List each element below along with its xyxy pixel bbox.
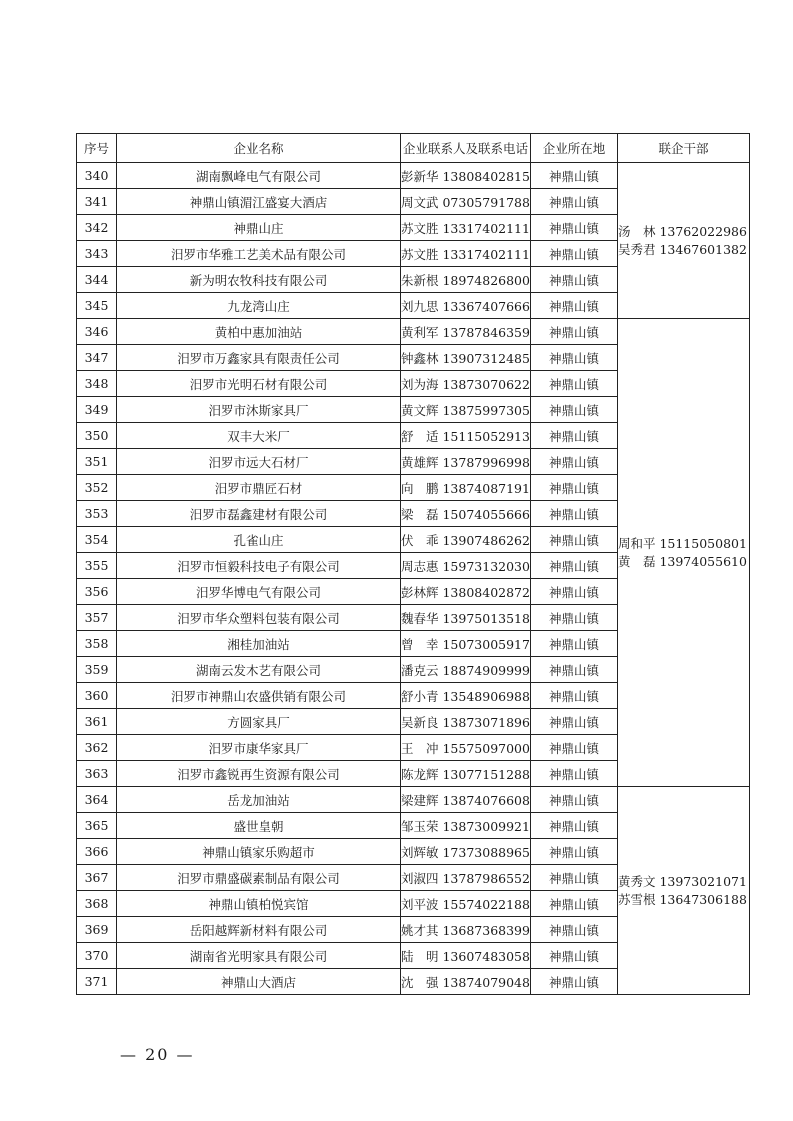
- row-index: 368: [77, 891, 117, 917]
- contact-person-phone: 黄文辉 13875997305: [401, 397, 531, 423]
- liaison-cadre-contact: 苏雪根 13647306188: [617, 891, 747, 907]
- company-name: 九龙湾山庄: [117, 293, 401, 319]
- company-name: 汨罗市华众塑料包装有限公司: [117, 605, 401, 631]
- company-name: 孔雀山庄: [117, 527, 401, 553]
- company-name: 神鼎山庄: [117, 215, 401, 241]
- contact-person-phone: 刘辉敏 17373088965: [401, 839, 531, 865]
- company-location: 神鼎山镇: [530, 683, 617, 709]
- header-location: 企业所在地: [530, 134, 617, 163]
- company-name: 汨罗市远大石材厂: [117, 449, 401, 475]
- company-name: 盛世皇朝: [117, 813, 401, 839]
- company-name: 神鼎山大酒店: [117, 969, 401, 995]
- contact-person-phone: 苏文胜 13317402111: [401, 241, 531, 267]
- company-location: 神鼎山镇: [530, 163, 617, 189]
- company-name: 神鼎山镇湄江盛宴大酒店: [117, 189, 401, 215]
- company-location: 神鼎山镇: [530, 293, 617, 319]
- contact-person-phone: 姚才其 13687368399: [401, 917, 531, 943]
- company-location: 神鼎山镇: [530, 709, 617, 735]
- row-index: 357: [77, 605, 117, 631]
- row-index: 355: [77, 553, 117, 579]
- company-location: 神鼎山镇: [530, 813, 617, 839]
- row-index: 353: [77, 501, 117, 527]
- contact-person-phone: 刘九思 13367407666: [401, 293, 531, 319]
- table-row: [77, 787, 750, 813]
- company-location: 神鼎山镇: [530, 839, 617, 865]
- company-location: 神鼎山镇: [530, 579, 617, 605]
- contact-person-phone: 王 冲 15575097000: [401, 735, 531, 761]
- company-location: 神鼎山镇: [530, 397, 617, 423]
- row-index: 350: [77, 423, 117, 449]
- contact-person-phone: 彭新华 13808402815: [401, 163, 531, 189]
- liaison-cadre-contact: 汤 林 13762022986: [617, 223, 747, 239]
- contact-person-phone: 刘为海 13873070622: [401, 371, 531, 397]
- company-name: 岳龙加油站: [117, 787, 401, 813]
- company-name: 汨罗市鼎盛碳素制品有限公司: [117, 865, 401, 891]
- contact-person-phone: 周文武 07305791788: [401, 189, 531, 215]
- company-name: 汨罗市鑫锐再生资源有限公司: [117, 761, 401, 787]
- row-index: 369: [77, 917, 117, 943]
- contact-person-phone: 苏文胜 13317402111: [401, 215, 531, 241]
- company-name: 岳阳越辉新材料有限公司: [117, 917, 401, 943]
- contact-person-phone: 朱新根 18974826800: [401, 267, 531, 293]
- header-contact: 企业联系人及联系电话: [401, 134, 531, 163]
- company-name: 神鼎山镇家乐购超市: [117, 839, 401, 865]
- liaison-cadre-cell: [617, 787, 749, 995]
- row-index: 366: [77, 839, 117, 865]
- liaison-cadre-cell: [617, 163, 749, 319]
- company-name: 汨罗市万鑫家具有限责任公司: [117, 345, 401, 371]
- liaison-cadre-contact: 周和平 15115050801: [617, 535, 747, 551]
- company-name: 湘桂加油站: [117, 631, 401, 657]
- company-name: 黄柏中惠加油站: [117, 319, 401, 345]
- contact-person-phone: 舒小青 13548906988: [401, 683, 531, 709]
- liaison-cadre-contact: 吴秀君 13467601382: [617, 241, 747, 257]
- page-number: — 20 —: [120, 1045, 195, 1064]
- company-name: 汨罗市沐斯家具厂: [117, 397, 401, 423]
- row-index: 358: [77, 631, 117, 657]
- company-location: 神鼎山镇: [530, 189, 617, 215]
- company-location: 神鼎山镇: [530, 891, 617, 917]
- company-location: 神鼎山镇: [530, 527, 617, 553]
- contact-person-phone: 向 鹏 13874087191: [401, 475, 531, 501]
- contact-person-phone: 舒 适 15115052913: [401, 423, 531, 449]
- company-name: 汨罗市神鼎山农盛供销有限公司: [117, 683, 401, 709]
- company-location: 神鼎山镇: [530, 605, 617, 631]
- liaison-cadre-contact: 黄秀文 13973021071: [617, 873, 747, 889]
- row-index: 340: [77, 163, 117, 189]
- company-name: 汨罗市恒毅科技电子有限公司: [117, 553, 401, 579]
- company-location: 神鼎山镇: [530, 423, 617, 449]
- company-location: 神鼎山镇: [530, 969, 617, 995]
- contact-person-phone: 刘平波 15574022188: [401, 891, 531, 917]
- row-index: 351: [77, 449, 117, 475]
- row-index: 344: [77, 267, 117, 293]
- contact-person-phone: 周志惠 15973132030: [401, 553, 531, 579]
- row-index: 341: [77, 189, 117, 215]
- company-location: 神鼎山镇: [530, 553, 617, 579]
- row-index: 342: [77, 215, 117, 241]
- company-location: 神鼎山镇: [530, 215, 617, 241]
- company-location: 神鼎山镇: [530, 943, 617, 969]
- header-index: 序号: [77, 134, 117, 163]
- row-index: 349: [77, 397, 117, 423]
- row-index: 345: [77, 293, 117, 319]
- company-location: 神鼎山镇: [530, 761, 617, 787]
- row-index: 371: [77, 969, 117, 995]
- company-name: 汨罗市光明石材有限公司: [117, 371, 401, 397]
- row-index: 354: [77, 527, 117, 553]
- contact-person-phone: 梁 磊 15074055666: [401, 501, 531, 527]
- company-location: 神鼎山镇: [530, 657, 617, 683]
- company-name: 方圆家具厂: [117, 709, 401, 735]
- row-index: 362: [77, 735, 117, 761]
- contact-person-phone: 陈龙辉 13077151288: [401, 761, 531, 787]
- contact-person-phone: 伏 乖 13907486262: [401, 527, 531, 553]
- company-name: 汨罗市华雅工艺美术品有限公司: [117, 241, 401, 267]
- company-name: 汨罗市康华家具厂: [117, 735, 401, 761]
- company-name: 汨罗市磊鑫建材有限公司: [117, 501, 401, 527]
- contact-person-phone: 沈 强 13874079048: [401, 969, 531, 995]
- company-name: 湖南省光明家具有限公司: [117, 943, 401, 969]
- company-name: 神鼎山镇柏悦宾馆: [117, 891, 401, 917]
- company-location: 神鼎山镇: [530, 787, 617, 813]
- contact-person-phone: 陆 明 13607483058: [401, 943, 531, 969]
- row-index: 347: [77, 345, 117, 371]
- table-row: [77, 319, 750, 345]
- row-index: 363: [77, 761, 117, 787]
- row-index: 364: [77, 787, 117, 813]
- contact-person-phone: 吴新良 13873071896: [401, 709, 531, 735]
- company-name: 湖南云发木艺有限公司: [117, 657, 401, 683]
- company-location: 神鼎山镇: [530, 917, 617, 943]
- table-row: [77, 163, 750, 189]
- company-name: 湖南飘峰电气有限公司: [117, 163, 401, 189]
- company-location: 神鼎山镇: [530, 345, 617, 371]
- contact-person-phone: 黄利军 13787846359: [401, 319, 531, 345]
- company-name: 汨罗市鼎匠石材: [117, 475, 401, 501]
- contact-person-phone: 彭林辉 13808402872: [401, 579, 531, 605]
- header-company-name: 企业名称: [117, 134, 401, 163]
- company-location: 神鼎山镇: [530, 501, 617, 527]
- company-location: 神鼎山镇: [530, 735, 617, 761]
- company-location: 神鼎山镇: [530, 449, 617, 475]
- contact-person-phone: 钟鑫林 13907312485: [401, 345, 531, 371]
- contact-person-phone: 黄雄辉 13787996998: [401, 449, 531, 475]
- row-index: 356: [77, 579, 117, 605]
- liaison-cadre-contact: 黄 磊 13974055610: [617, 553, 747, 569]
- company-location: 神鼎山镇: [530, 475, 617, 501]
- company-location: 神鼎山镇: [530, 267, 617, 293]
- company-location: 神鼎山镇: [530, 241, 617, 267]
- enterprise-table: [76, 133, 750, 995]
- contact-person-phone: 潘克云 18874909999: [401, 657, 531, 683]
- header-liaison-cadre: 联企干部: [617, 134, 749, 163]
- row-index: 348: [77, 371, 117, 397]
- company-name: 汨罗华博电气有限公司: [117, 579, 401, 605]
- contact-person-phone: 魏春华 13975013518: [401, 605, 531, 631]
- company-name: 双丰大米厂: [117, 423, 401, 449]
- contact-person-phone: 邹玉荣 13873009921: [401, 813, 531, 839]
- contact-person-phone: 刘淑四 13787986552: [401, 865, 531, 891]
- row-index: 346: [77, 319, 117, 345]
- row-index: 365: [77, 813, 117, 839]
- table-body: [77, 163, 750, 995]
- liaison-cadre-cell: [617, 319, 749, 787]
- company-location: 神鼎山镇: [530, 865, 617, 891]
- row-index: 360: [77, 683, 117, 709]
- company-location: 神鼎山镇: [530, 631, 617, 657]
- table-header-row: [77, 134, 750, 163]
- row-index: 343: [77, 241, 117, 267]
- row-index: 352: [77, 475, 117, 501]
- company-name: 新为明农牧科技有限公司: [117, 267, 401, 293]
- company-location: 神鼎山镇: [530, 371, 617, 397]
- contact-person-phone: 梁建辉 13874076608: [401, 787, 531, 813]
- row-index: 370: [77, 943, 117, 969]
- row-index: 361: [77, 709, 117, 735]
- company-location: 神鼎山镇: [530, 319, 617, 345]
- row-index: 359: [77, 657, 117, 683]
- contact-person-phone: 曾 幸 15073005917: [401, 631, 531, 657]
- row-index: 367: [77, 865, 117, 891]
